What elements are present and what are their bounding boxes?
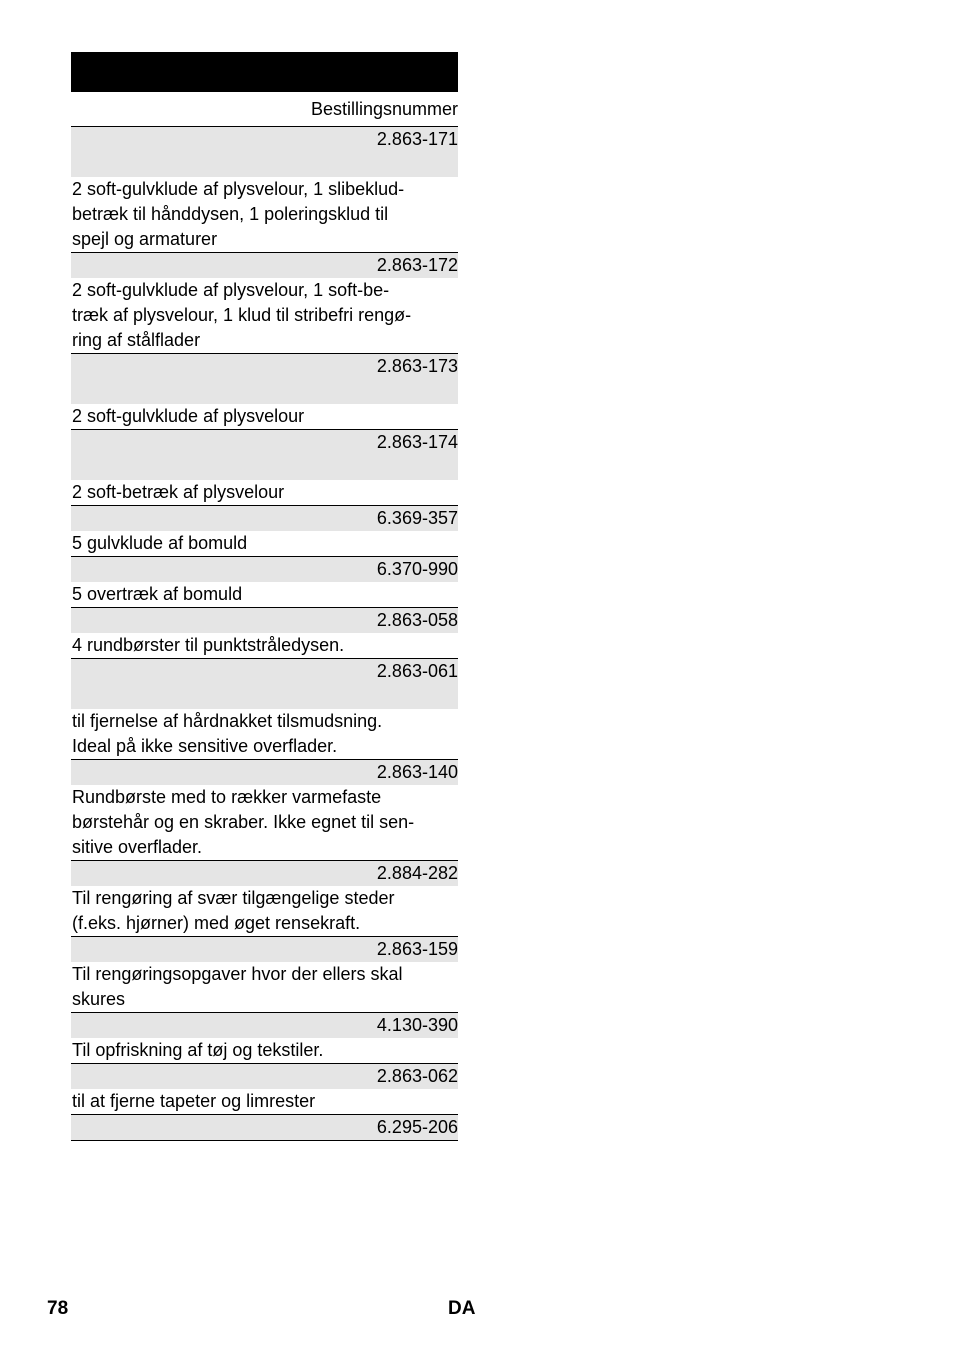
order-number: 2.863-173 [71, 354, 458, 404]
table-row [71, 937, 458, 1013]
order-number: 6.295-206 [71, 1115, 458, 1140]
order-number: 2.863-062 [71, 1064, 458, 1089]
row-description: 5 gulvklude af bomuld [72, 533, 248, 553]
table-row [71, 861, 458, 937]
order-number: 2.863-061 [71, 659, 458, 709]
table-row [71, 557, 458, 608]
order-number: 2.863-171 [71, 127, 458, 177]
page-number: 78 [47, 1298, 69, 1319]
order-number: 6.369-357 [71, 506, 458, 531]
row-description: Til opfriskning af tøj og tekstiler. [72, 1040, 324, 1060]
row-description: 2 soft-gulvklude af plysvelour [72, 406, 305, 426]
row-description: Til rengøringsopgaver hvor der ellers skal skures [72, 964, 403, 1009]
order-number: 4.130-390 [71, 1013, 458, 1038]
table-row [71, 1013, 458, 1064]
row-description: 2 soft-gulvklude af plysvelour, 1 soft-be- træk af plysvelour, 1 klud til stribefri rengø- ring af stålflader [72, 280, 412, 350]
order-number: 2.863-172 [71, 253, 458, 278]
order-number: 2.863-159 [71, 937, 458, 962]
row-description: til fjernelse af hårdnakket tilsmudsning. Ideal på ikke sensitive overflader. [72, 711, 383, 756]
row-description: 4 rundbørster til punktstråledysen. [72, 635, 345, 655]
order-number-column-header: Bestillingsnummer [71, 92, 458, 127]
order-number: 2.863-140 [71, 760, 458, 785]
table-row [71, 608, 458, 659]
order-number: 2.863-058 [71, 608, 458, 633]
language-code: DA [448, 1298, 476, 1319]
table-row [71, 1064, 458, 1115]
row-description: Til rengøring af svær tilgængelige steder (f.eks. hjørner) med øget rensekraft. [72, 888, 395, 933]
row-description: 5 overtræk af bomuld [72, 584, 243, 604]
row-description: 2 soft-betræk af plysvelour [72, 482, 285, 502]
table-row [71, 127, 458, 253]
order-number: 6.370-990 [71, 557, 458, 582]
table-row [71, 506, 458, 557]
row-description: Rundbørste med to rækker varmefaste børstehår og en skraber. Ikke egnet til sen- sitive overflader. [72, 787, 415, 857]
table-header-bar [71, 52, 458, 92]
row-description: til at fjerne tapeter og limrester [72, 1091, 316, 1111]
table-row [71, 253, 458, 354]
row-description: 2 soft-gulvklude af plysvelour, 1 slibeklud- betræk til hånddysen, 1 poleringsklud til spejl og armaturer [72, 179, 405, 249]
table-row [71, 760, 458, 861]
order-number: 2.884-282 [71, 861, 458, 886]
accessories-table [71, 52, 458, 1141]
order-number: 2.863-174 [71, 430, 458, 480]
table-row [71, 659, 458, 760]
table-row [71, 354, 458, 430]
table-row [71, 1115, 458, 1141]
table-row [71, 430, 458, 506]
